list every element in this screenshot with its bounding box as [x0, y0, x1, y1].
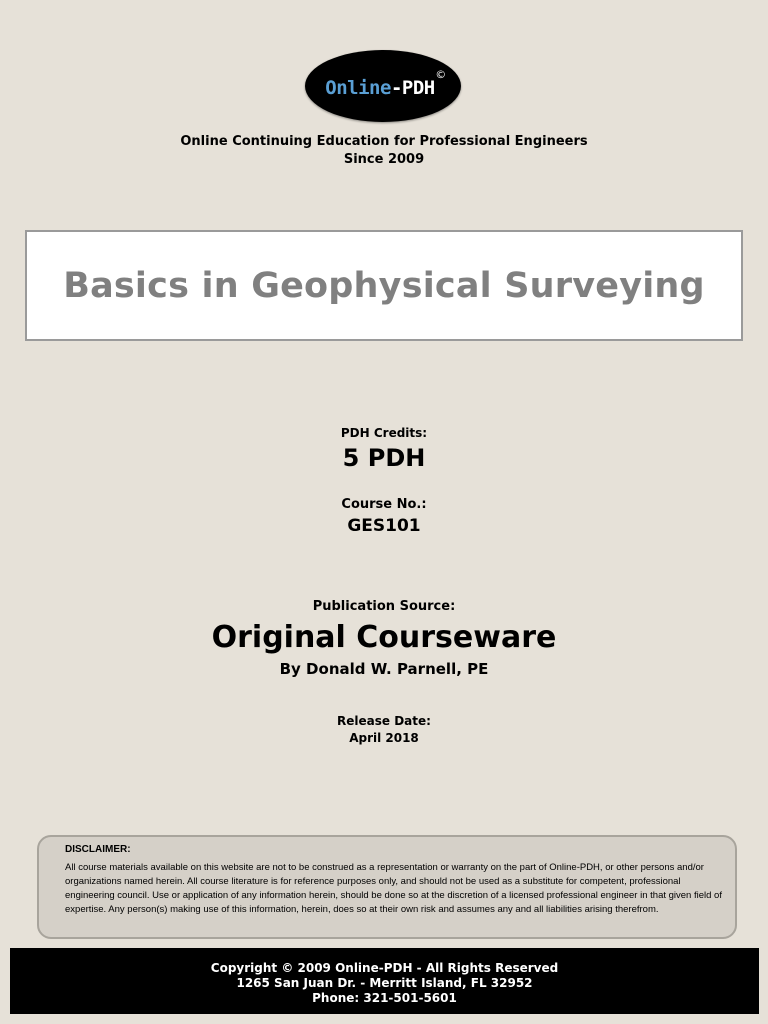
course-title: Basics in Geophysical Surveying	[63, 265, 705, 306]
footer-copyright: Copyright © 2009 Online-PDH - All Rights Reserved	[210, 961, 559, 975]
tagline	[0, 133, 768, 169]
disclaimer-title: DISCLAIMER:	[65, 844, 131, 855]
publication-source-label: Publication Source:	[312, 599, 456, 614]
logo-wordmark	[325, 68, 446, 99]
logo-word-pdh: -PDH	[390, 77, 435, 99]
publication-source-value: Original Courseware	[211, 620, 557, 655]
logo-word-online: Online	[325, 77, 391, 99]
online-pdh-logo	[305, 50, 461, 122]
footer-bar	[10, 948, 759, 1014]
disclaimer-box	[37, 835, 737, 939]
release-date-label: Release Date:	[337, 714, 431, 728]
pdh-credits-value: 5 PDH	[342, 444, 426, 472]
release-date-value: April 2018	[349, 731, 419, 745]
author-line: By Donald W. Parnell, PE	[279, 660, 489, 678]
course-number-value: GES101	[347, 516, 421, 536]
tagline-line-1: Online Continuing Education for Professional Engineers	[180, 134, 588, 149]
footer-phone: Phone: 321-501-5601	[312, 991, 457, 1005]
logo-copyright-mark: ©	[435, 68, 446, 81]
footer-address: 1265 San Juan Dr. - Merritt Island, FL 32952	[236, 976, 533, 990]
disclaimer-body: All course materials available on this website are not to be construed as a representation or warranty on the part of Online-PDH, or other persons and/or organizations named herein. All course literature is for reference purposes only, and should not be used as a substitute for competent, professional engineering council. Use or application of any information herein, should be done so at the discretion of a licensed professional engineer in that given field of expertise. Any person(s) making use of this information, herein, does so at their own risk and assumes any and all liabilities arising therefrom.	[65, 862, 722, 915]
course-number-label: Course No.:	[341, 497, 427, 512]
pdh-credits-label: PDH Credits:	[340, 426, 428, 440]
course-title-box	[25, 230, 743, 341]
tagline-line-2: Since 2009	[343, 152, 425, 167]
